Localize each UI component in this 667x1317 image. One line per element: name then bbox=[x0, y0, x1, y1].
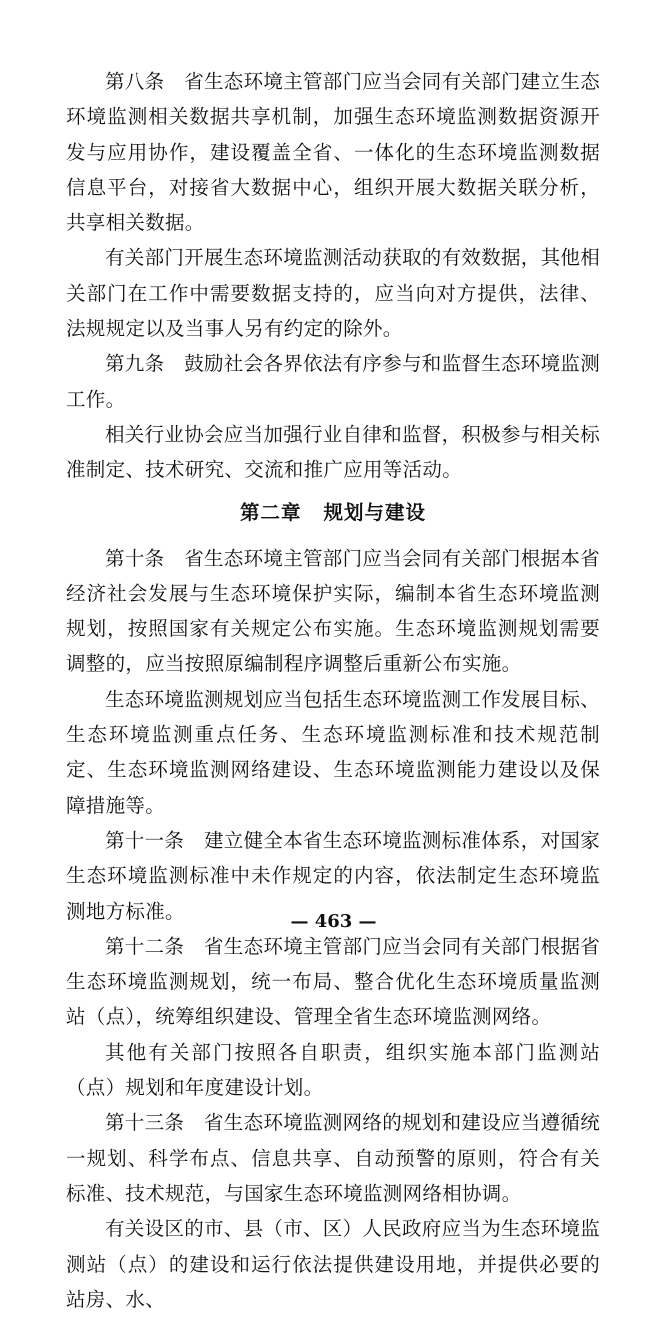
government-support-paragraph: 有关设区的市、县（市、区）人民政府应当为生态环境监测站（点）的建设和运行依法提供建设用地，并提供必要的站房、水、 bbox=[66, 1217, 601, 1311]
plan-content-paragraph: 生态环境监测规划应当包括生态环境监测工作发展目标、生态环境监测重点任务、生态环境监测标准和技术规范制定、生态环境监测网络建设、生态环境监测能力建设以及保障措施等。 bbox=[66, 687, 601, 817]
data-sharing-paragraph: 有关部门开展生态环境监测活动获取的有效数据，其他相关部门在工作中需要数据支持的，应当向对方提供，法律、法规规定以及当事人另有约定的除外。 bbox=[66, 246, 601, 341]
article-11-paragraph: 第十一条 建立健全本省生态环境监测标准体系，对国家生态环境监测标准中未作规定的内容，依法制定生态环境监测地方标准。 bbox=[66, 828, 601, 923]
chapter-title: 规划与建设 bbox=[323, 500, 427, 524]
chapter-heading bbox=[66, 488, 600, 541]
article-10-paragraph: 第十条 省生态环境主管部门应当会同有关部门根据本省经济社会发展与生态环境保护实际，编制本省生态环境监测规划，按照国家有关规定公布实施。生态环境监测规划需要调整的，应当按照原编制程序调整后重新公布实施。 bbox=[66, 546, 601, 676]
page-number: — 463 — bbox=[290, 911, 377, 932]
document-page bbox=[66, 64, 600, 1317]
article-13-paragraph: 第十三条 省生态环境监测网络的规划和建设应当遵循统一规划、科学布点、信息共享、自动预警的原则，符合有关标准、技术规范，与国家生态环境监测网络相协调。 bbox=[66, 1111, 601, 1205]
chapter-number: 第二章 bbox=[239, 500, 302, 524]
department-duties-paragraph: 其他有关部门按照各自职责，组织实施本部门监测站（点）规划和年度建设计划。 bbox=[66, 1040, 600, 1100]
article-12-paragraph: 第十二条 省生态环境主管部门应当会同有关部门根据省生态环境监测规划，统一布局、整合优化生态环境质量监测站（点），统筹组织建设、管理全省生态环境监测网络。 bbox=[66, 934, 601, 1029]
article-8-paragraph: 第八条 省生态环境主管部门应当会同有关部门建立生态环境监测相关数据共享机制，加强生态环境监测数据资源开发与应用协作，建设覆盖全省、一体化的生态环境监测数据信息平台，对接省大数据中心，组织开展大数据关联分析，共享相关数据。 bbox=[66, 70, 601, 235]
article-9-paragraph: 第九条 鼓励社会各界依法有序参与和监督生态环境监测工作。 bbox=[66, 352, 601, 411]
industry-association-paragraph: 相关行业协会应当加强行业自律和监督，积极参与相关标准制定、技术研究、交流和推广应用等活动。 bbox=[66, 422, 601, 482]
